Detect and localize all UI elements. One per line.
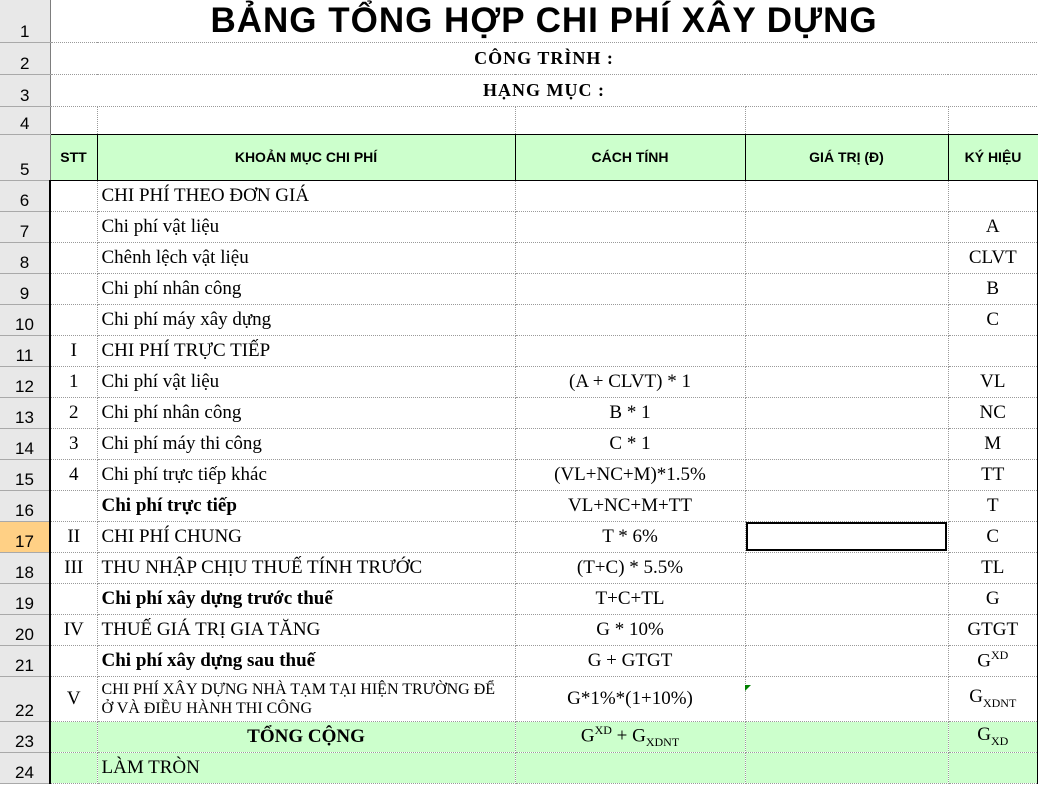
header-ky-hieu[interactable]: KÝ HIỆU (948, 134, 1038, 180)
item-cell[interactable]: Chi phí nhân công (97, 273, 515, 304)
formula-cell[interactable] (515, 180, 745, 211)
cell[interactable] (97, 106, 515, 134)
row-header-17[interactable]: 17 (0, 521, 50, 552)
row-header-5[interactable]: 5 (0, 134, 50, 180)
stt-cell[interactable] (50, 273, 97, 304)
row-header-14[interactable]: 14 (0, 428, 50, 459)
formula-cell[interactable]: T+C+TL (515, 583, 745, 614)
value-cell[interactable] (745, 752, 948, 783)
stt-cell[interactable] (50, 490, 97, 521)
row-header-23[interactable]: 23 (0, 721, 50, 752)
item-cell[interactable]: CHI PHÍ TRỰC TIẾP (97, 335, 515, 366)
value-cell[interactable] (745, 366, 948, 397)
formula-subscript: XDNT (645, 735, 680, 750)
item-cell[interactable]: Chênh lệch vật liệu (97, 242, 515, 273)
row-header-7[interactable]: 7 (0, 211, 50, 242)
row-header-3[interactable]: 3 (0, 74, 50, 106)
stt-cell[interactable]: IV (50, 614, 97, 645)
symbol-cell[interactable]: G (948, 583, 1038, 614)
row-header-18[interactable]: 18 (0, 552, 50, 583)
item-cell[interactable]: CHI PHÍ THEO ĐƠN GIÁ (97, 180, 515, 211)
item-cell[interactable]: THUẾ GIÁ TRỊ GIA TĂNG (97, 614, 515, 645)
row-header-1[interactable]: 1 (0, 0, 50, 42)
item-cell[interactable]: Chi phí vật liệu (97, 211, 515, 242)
symbol-cell[interactable] (948, 180, 1038, 211)
row-header-21[interactable]: 21 (0, 645, 50, 676)
header-gia-tri[interactable]: GIÁ TRỊ (Đ) (745, 134, 948, 180)
formula-cell[interactable]: (A + CLVT) * 1 (515, 366, 745, 397)
formula-cell[interactable]: G*1%*(1+10%) (515, 676, 745, 721)
item-cell[interactable]: THU NHẬP CHỊU THUẾ TÍNH TRƯỚC (97, 552, 515, 583)
value-cell[interactable] (745, 676, 948, 721)
row-header-22[interactable]: 22 (0, 676, 50, 721)
symbol-cell[interactable]: A (948, 211, 1038, 242)
value-cell[interactable] (745, 552, 948, 583)
formula-cell[interactable]: G * 10% (515, 614, 745, 645)
stt-cell[interactable]: III (50, 552, 97, 583)
symbol-cell[interactable]: B (948, 273, 1038, 304)
symbol-cell[interactable] (948, 676, 1038, 721)
formula-cell[interactable] (515, 242, 745, 273)
item-cell[interactable]: Chi phí xây dựng trước thuế (97, 583, 515, 614)
value-cell[interactable] (745, 211, 948, 242)
symbol-cell[interactable]: C (948, 521, 1038, 552)
active-value-cell[interactable] (745, 521, 948, 552)
row-header-10[interactable]: 10 (0, 304, 50, 335)
formula-cell[interactable]: T * 6% (515, 521, 745, 552)
value-cell[interactable] (745, 273, 948, 304)
value-cell[interactable] (745, 614, 948, 645)
row-header-20[interactable]: 20 (0, 614, 50, 645)
header-khoan-muc[interactable]: KHOẢN MỤC CHI PHÍ (97, 134, 515, 180)
value-cell[interactable] (745, 304, 948, 335)
stt-cell[interactable]: 3 (50, 428, 97, 459)
symbol-cell[interactable]: VL (948, 366, 1038, 397)
stt-cell[interactable] (50, 211, 97, 242)
item-cell[interactable]: Chi phí xây dựng sau thuế (97, 645, 515, 676)
formula-cell[interactable] (515, 211, 745, 242)
item-cell[interactable]: CHI PHÍ CHUNG (97, 521, 515, 552)
value-cell[interactable] (745, 490, 948, 521)
row-header-11[interactable]: 11 (0, 335, 50, 366)
formula-superscript: XD (594, 722, 612, 737)
symbol-base: G (977, 650, 991, 672)
cell[interactable] (745, 106, 948, 134)
header-cach-tinh[interactable]: CÁCH TÍNH (515, 134, 745, 180)
row-header-4[interactable]: 4 (0, 106, 50, 134)
stt-cell[interactable]: 1 (50, 366, 97, 397)
stt-cell[interactable] (50, 304, 97, 335)
item-cell[interactable]: Chi phí máy thi công (97, 428, 515, 459)
row-header-13[interactable]: 13 (0, 397, 50, 428)
symbol-cell[interactable] (948, 645, 1038, 676)
symbol-subscript: XDNT (982, 695, 1017, 710)
symbol-cell[interactable]: GTGT (948, 614, 1038, 645)
formula-cell[interactable] (515, 721, 745, 752)
value-cell[interactable] (745, 645, 948, 676)
stt-cell[interactable] (50, 752, 97, 783)
stt-cell[interactable] (50, 180, 97, 211)
item-cell[interactable]: Chi phí máy xây dựng (97, 304, 515, 335)
formula-cell[interactable]: VL+NC+M+TT (515, 490, 745, 521)
formula-cell[interactable]: C * 1 (515, 428, 745, 459)
stt-cell[interactable] (50, 583, 97, 614)
symbol-cell[interactable] (948, 721, 1038, 752)
row-header-2[interactable]: 2 (0, 42, 50, 74)
symbol-cell[interactable] (948, 335, 1038, 366)
symbol-subscript: XD (990, 733, 1009, 748)
item-cell[interactable]: Chi phí nhân công (97, 397, 515, 428)
row-header-8[interactable]: 8 (0, 242, 50, 273)
row-header-24[interactable]: 24 (0, 752, 50, 783)
stt-cell[interactable]: V (50, 676, 97, 721)
row-header-12[interactable]: 12 (0, 366, 50, 397)
row-header-19[interactable]: 19 (0, 583, 50, 614)
formula-part: + G (611, 725, 646, 747)
comment-indicator-icon (745, 685, 751, 691)
value-cell[interactable] (745, 583, 948, 614)
item-cell[interactable]: Chi phí trực tiếp khác (97, 459, 515, 490)
formula-part: G (580, 725, 595, 747)
formula-cell[interactable]: G + GTGT (515, 645, 745, 676)
symbol-cell[interactable]: TL (948, 552, 1038, 583)
sheet-title[interactable]: BẢNG TỔNG HỢP CHI PHÍ XÂY DỰNG (50, 0, 1038, 42)
cell[interactable] (948, 106, 1038, 134)
hang-muc-label[interactable]: HẠNG MỤC : (50, 74, 1038, 106)
symbol-cell[interactable]: CLVT (948, 242, 1038, 273)
formula-cell[interactable] (515, 335, 745, 366)
item-cell[interactable]: Chi phí trực tiếp (97, 490, 515, 521)
value-cell[interactable] (745, 397, 948, 428)
stt-cell[interactable]: II (50, 521, 97, 552)
stt-cell[interactable]: I (50, 335, 97, 366)
symbol-cell[interactable]: T (948, 490, 1038, 521)
symbol-cell[interactable]: C (948, 304, 1038, 335)
symbol-superscript: XD (990, 648, 1009, 663)
rounding-label[interactable]: LÀM TRÒN (97, 752, 515, 783)
row-header-6[interactable]: 6 (0, 180, 50, 211)
formula-cell[interactable] (515, 752, 745, 783)
stt-cell[interactable] (50, 242, 97, 273)
value-cell[interactable] (745, 428, 948, 459)
cong-trinh-label[interactable]: CÔNG TRÌNH : (50, 42, 1038, 74)
symbol-cell[interactable]: NC (948, 397, 1038, 428)
formula-cell[interactable]: (VL+NC+M)*1.5% (515, 459, 745, 490)
cell[interactable] (515, 106, 745, 134)
symbol-cell[interactable]: M (948, 428, 1038, 459)
cell[interactable] (50, 106, 97, 134)
value-cell[interactable] (745, 242, 948, 273)
symbol-cell[interactable]: TT (948, 459, 1038, 490)
header-stt[interactable]: STT (50, 134, 97, 180)
formula-cell[interactable]: (T+C) * 5.5% (515, 552, 745, 583)
formula-cell[interactable] (515, 304, 745, 335)
value-cell[interactable] (745, 459, 948, 490)
total-label[interactable]: TỔNG CỘNG (97, 721, 515, 752)
item-cell[interactable]: Chi phí vật liệu (97, 366, 515, 397)
stt-cell[interactable]: 2 (50, 397, 97, 428)
row-header-9[interactable]: 9 (0, 273, 50, 304)
formula-cell[interactable]: B * 1 (515, 397, 745, 428)
stt-cell[interactable]: 4 (50, 459, 97, 490)
value-cell[interactable] (745, 180, 948, 211)
stt-cell[interactable] (50, 721, 97, 752)
symbol-base: G (977, 724, 991, 746)
item-cell[interactable]: CHI PHÍ XÂY DỰNG NHÀ TẠM TẠI HIỆN TRƯỜNG ĐỂ Ở VÀ ĐIỀU HÀNH THI CÔNG (97, 676, 515, 721)
row-header-15[interactable]: 15 (0, 459, 50, 490)
symbol-cell[interactable] (948, 752, 1038, 783)
stt-cell[interactable] (50, 645, 97, 676)
formula-cell[interactable] (515, 273, 745, 304)
row-header-16[interactable]: 16 (0, 490, 50, 521)
value-cell[interactable] (745, 335, 948, 366)
symbol-base: G (969, 686, 983, 708)
total-value-cell[interactable] (745, 721, 948, 752)
